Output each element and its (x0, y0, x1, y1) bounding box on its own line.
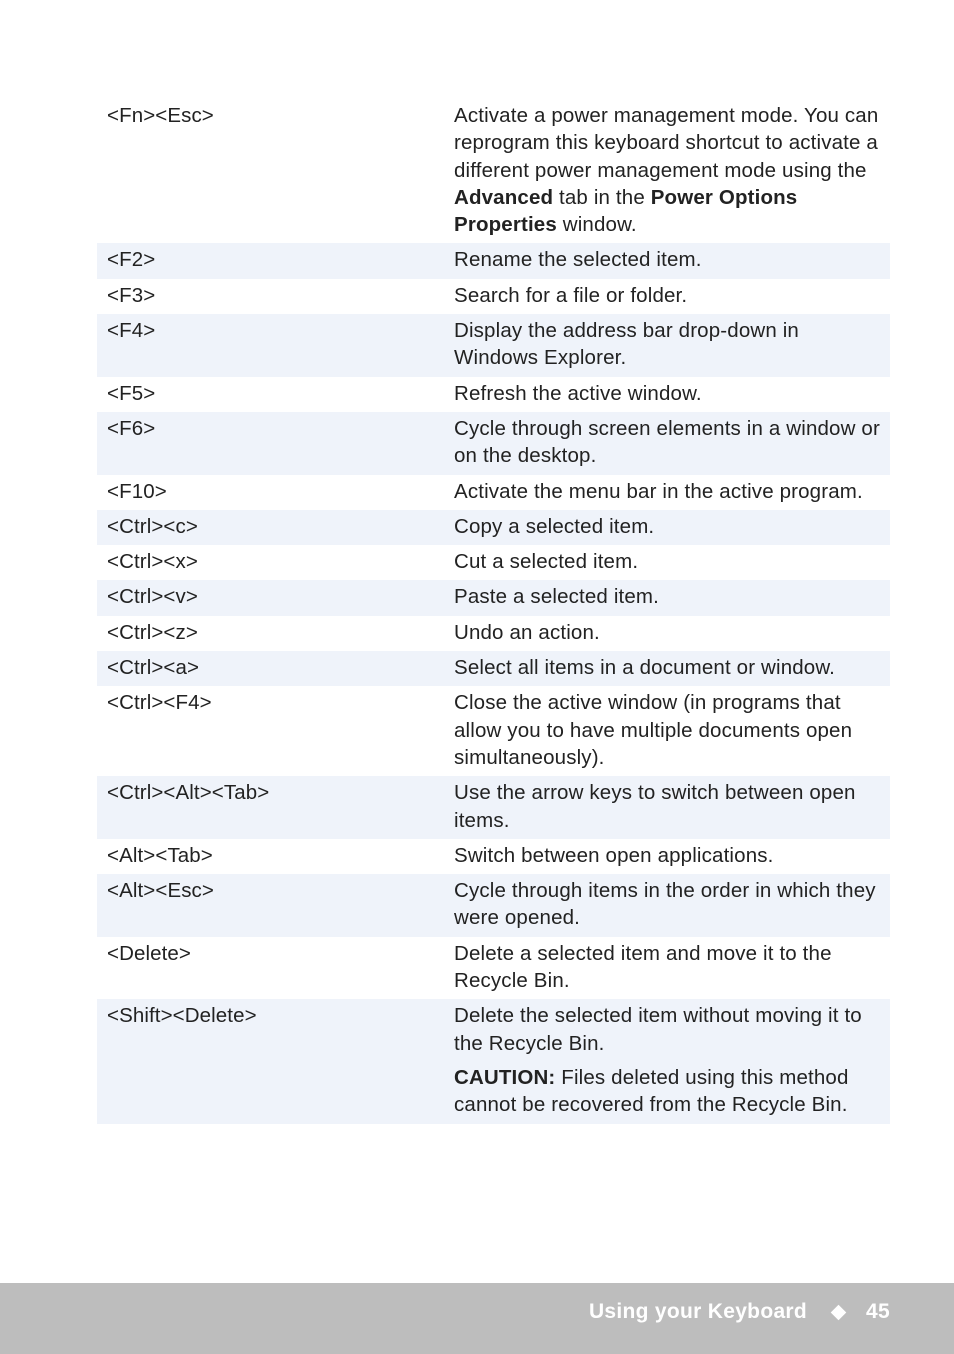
shortcut-key: <F3> (107, 283, 156, 307)
shortcut-description: Display the address bar drop-down in Windows Explorer. (454, 319, 799, 370)
table-row (97, 377, 890, 412)
shortcut-description: Refresh the active window. (454, 381, 702, 405)
footer-section-title: Using your Keyboard (588, 1300, 808, 1323)
footer-label (589, 1300, 890, 1324)
table-row (97, 616, 890, 651)
table-row (97, 475, 890, 510)
table-row (97, 839, 890, 874)
shortcut-key: <Alt><Esc> (107, 879, 214, 903)
shortcut-description: Search for a file or folder. (454, 283, 688, 307)
shortcut-key: <Fn><Esc> (107, 104, 214, 127)
table-row (97, 686, 890, 776)
shortcut-key: <Ctrl><x> (107, 550, 198, 574)
page-number: 45 (866, 1300, 890, 1323)
shortcut-key: <F5> (107, 381, 156, 405)
table-row (97, 99, 890, 243)
page-footer (0, 1283, 954, 1354)
table-row (97, 510, 890, 545)
shortcut-description: Paste a selected item. (454, 585, 659, 609)
shortcut-description: Delete a selected item and move it to the Recycle Bin. (454, 941, 832, 993)
shortcut-description: Undo an action. (454, 620, 600, 644)
table-row (97, 999, 890, 1123)
diamond-icon (831, 1304, 847, 1320)
caution-note (454, 1064, 882, 1119)
shortcut-description: Cut a selected item. (454, 550, 639, 574)
shortcut-description: Cycle through screen elements in a window or on the desktop. (454, 416, 880, 468)
shortcut-key: <Shift><Delete> (107, 1004, 257, 1028)
shortcut-key: <F6> (107, 416, 156, 440)
shortcut-description: Use the arrow keys to switch between open items. (454, 781, 856, 832)
description-text: Delete the selected item without moving it to the Recycle Bin. (454, 1004, 862, 1055)
caution-label: CAUTION: (454, 1065, 556, 1089)
shortcut-description: Switch between open applications. (454, 843, 774, 867)
shortcut-description: Close the active window (in programs that allow you to have multiple documents open simultaneously). (454, 691, 853, 769)
shortcut-key: <Ctrl><Alt><Tab> (107, 781, 270, 805)
shortcut-key: <Ctrl><z> (107, 620, 198, 644)
shortcut-description: Activate the menu bar in the active program. (454, 479, 863, 503)
table-row (97, 776, 890, 839)
table-row (97, 412, 890, 475)
shortcut-key: <F2> (107, 248, 156, 272)
shortcut-key: <Alt><Tab> (107, 843, 213, 867)
table-row (97, 243, 890, 278)
shortcut-key: <Ctrl><v> (107, 585, 198, 609)
shortcut-description: Copy a selected item. (454, 514, 655, 538)
table-row (97, 580, 890, 615)
shortcut-key: <F4> (107, 319, 156, 343)
table-row (97, 651, 890, 686)
shortcut-key: <Ctrl><c> (107, 514, 198, 538)
table-row (97, 937, 890, 1000)
shortcut-key: <Ctrl><a> (107, 656, 200, 680)
table-row (97, 545, 890, 580)
shortcut-description: Rename the selected item. (454, 248, 702, 272)
shortcut-key: <F10> (107, 479, 167, 503)
table-row (97, 279, 890, 314)
shortcut-description: Cycle through items in the order in which they were opened. (454, 879, 876, 930)
shortcut-table (97, 99, 890, 1124)
shortcut-description (454, 1002, 890, 1118)
table-row (97, 314, 890, 377)
caution-text: Files deleted using this method cannot be recovered from the Recycle Bin. (454, 1065, 849, 1117)
shortcut-description: Select all items in a document or window. (454, 656, 836, 680)
shortcut-description: Activate a power management mode. You can reprogram this keyboard shortcut to activate a different power management mode using the Advanced tab in the Power Options Properties window. (454, 104, 879, 237)
shortcut-key: <Ctrl><F4> (107, 691, 212, 715)
shortcut-key: <Delete> (107, 941, 192, 965)
table-row (97, 874, 890, 937)
